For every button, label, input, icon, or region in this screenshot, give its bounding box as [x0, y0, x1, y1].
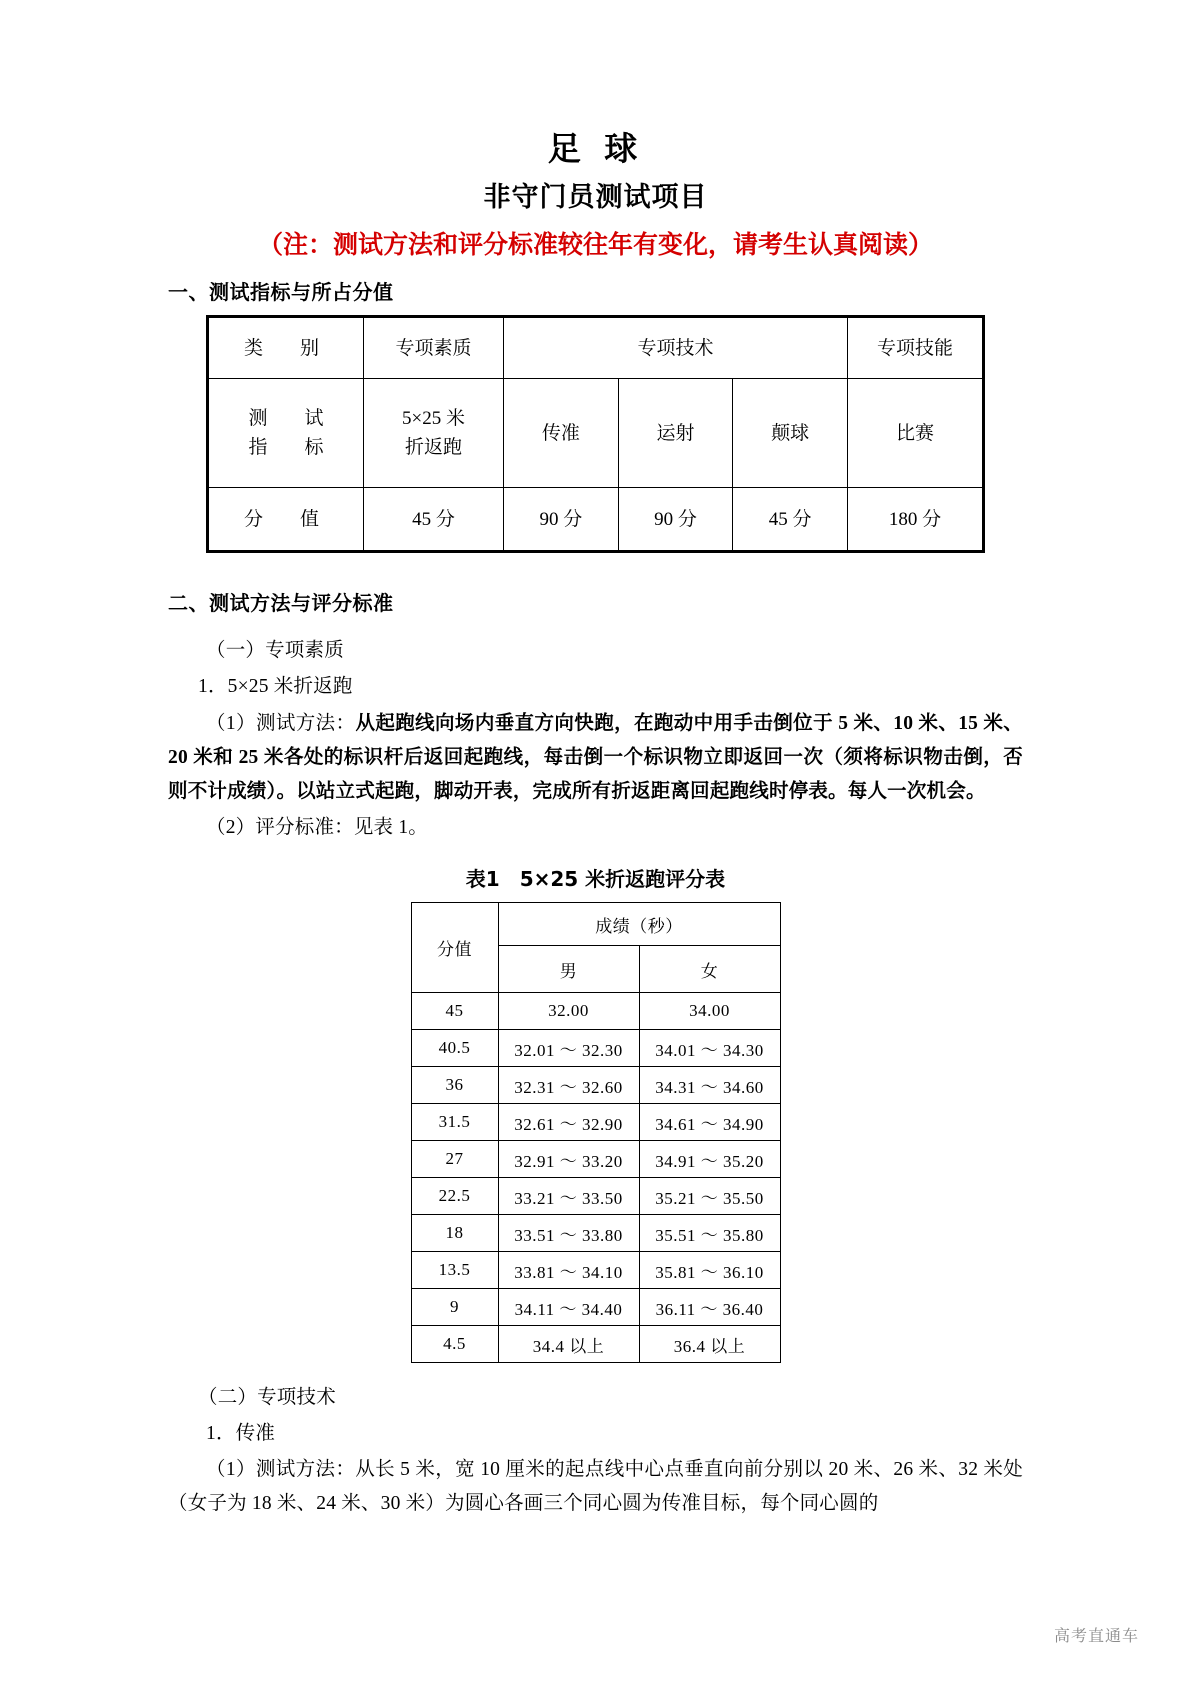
sub-heading-one: （一）专项素质 — [206, 640, 344, 662]
cell-male: 34.4 以上 — [498, 1326, 639, 1363]
page-content — [168, 0, 1023, 1524]
cell-score-label: 分 值 — [208, 488, 364, 552]
cell-female: 35.21 ～ 35.50 — [639, 1178, 780, 1215]
table-row — [411, 1178, 780, 1215]
cell-female: 34.31 ～ 34.60 — [639, 1067, 780, 1104]
table-row — [411, 1030, 780, 1067]
cell-score: 45 — [411, 993, 498, 1030]
table-row — [411, 1215, 780, 1252]
method-two-label: （1）测试方法： — [206, 1459, 356, 1481]
cell-score: 36 — [411, 1067, 498, 1104]
cell-indicator-pass: 传准 — [504, 379, 619, 488]
page-subtitle: 非守门员测试项目 — [483, 182, 708, 214]
cell-male: 32.00 — [498, 993, 639, 1030]
scoring-table-caption: 表1 5×25 米折返跑评分表 — [465, 867, 726, 891]
sub-heading-two: （二）专项技术 — [198, 1387, 336, 1408]
cell-male: 32.61 ～ 32.90 — [498, 1104, 639, 1141]
cell-category-quality: 专项素质 — [364, 317, 504, 379]
page-title: 足 球 — [547, 129, 644, 168]
cell-score: 22.5 — [411, 1178, 498, 1215]
cell-male: 33.51 ～ 33.80 — [498, 1215, 639, 1252]
indicator-label-line2: 指 标 — [248, 437, 333, 459]
watermark-label: 高考直通车 — [1053, 1626, 1139, 1645]
cell-indicator-juggling: 颠球 — [733, 379, 848, 488]
cell-score: 40.5 — [411, 1030, 498, 1067]
cell-score: 4.5 — [411, 1326, 498, 1363]
cell-score-quality: 45 分 — [364, 488, 504, 552]
method-text: 从起跑线向场内垂直方向快跑，在跑动中用手击倒位于 5 米、10 米、15 米、20 米和 25 米各处的标识杆后返回起跑线，每击倒一个标识物立即返回一次（须将标识物击倒，否则不计成绩）。以站立式起跑，脚动开表，完成所有折返距离回起跑线时停表。每人一次机会。 — [168, 712, 1023, 802]
header-score: 分值 — [411, 903, 498, 993]
cell-score: 13.5 — [411, 1252, 498, 1289]
notice-text: （注：测试方法和评分标准较往年有变化，请考生认真阅读） — [257, 230, 933, 259]
section-heading-one: 一、测试指标与所占分值 — [168, 280, 394, 305]
header-female: 女 — [639, 946, 780, 993]
table-row — [411, 1104, 780, 1141]
cell-score-dribble: 90 分 — [618, 488, 733, 552]
section-heading-two: 二、测试方法与评分标准 — [168, 591, 394, 616]
cell-female: 36.11 ～ 36.40 — [639, 1289, 780, 1326]
cell-male: 32.01 ～ 32.30 — [498, 1030, 639, 1067]
indicator-label-line1: 测 试 — [248, 407, 333, 429]
table-row — [208, 379, 984, 488]
table-row — [208, 488, 984, 552]
cell-female: 34.01 ～ 34.30 — [639, 1030, 780, 1067]
method-two-paragraph — [168, 1453, 1023, 1521]
table-row — [411, 993, 780, 1030]
cell-score: 31.5 — [411, 1104, 498, 1141]
header-result-group: 成绩（秒） — [498, 903, 780, 946]
cell-score-juggling: 45 分 — [733, 488, 848, 552]
cell-male: 32.91 ～ 33.20 — [498, 1141, 639, 1178]
cell-female: 34.61 ～ 34.90 — [639, 1104, 780, 1141]
method-label: （1）测试方法： — [206, 712, 356, 734]
indicator-quality-line2: 折返跑 — [404, 437, 462, 459]
cell-male: 34.11 ～ 34.40 — [498, 1289, 639, 1326]
cell-female: 34.00 — [639, 993, 780, 1030]
cell-indicator-label — [208, 379, 364, 488]
table-row — [208, 317, 984, 379]
cell-female: 35.81 ～ 36.10 — [639, 1252, 780, 1289]
table-row — [411, 1067, 780, 1104]
header-male: 男 — [498, 946, 639, 993]
cell-score: 27 — [411, 1141, 498, 1178]
criteria-paragraph: （2）评分标准：见表 1。 — [206, 816, 428, 838]
table-row — [411, 1326, 780, 1363]
table-row — [411, 1252, 780, 1289]
indicator-quality-line1: 5×25 米 — [402, 407, 465, 429]
item-one-label: 1．5×25 米折返跑 — [198, 676, 353, 698]
item-two-label: 1．传准 — [206, 1423, 276, 1445]
cell-score-match: 180 分 — [848, 488, 984, 552]
table-header-row — [411, 903, 780, 946]
cell-female: 35.51 ～ 35.80 — [639, 1215, 780, 1252]
cell-category-technique: 专项技术 — [504, 317, 848, 379]
cell-category-skill: 专项技能 — [848, 317, 984, 379]
table-row — [411, 1141, 780, 1178]
cell-score: 9 — [411, 1289, 498, 1326]
cell-indicator-match: 比赛 — [848, 379, 984, 488]
method-paragraph — [168, 707, 1023, 809]
cell-male: 33.81 ～ 34.10 — [498, 1252, 639, 1289]
cell-score: 18 — [411, 1215, 498, 1252]
cell-indicator-quality — [364, 379, 504, 488]
table-row — [411, 1289, 780, 1326]
scoring-table — [411, 902, 781, 1363]
cell-male: 32.31 ～ 32.60 — [498, 1067, 639, 1104]
cell-indicator-dribble: 运射 — [618, 379, 733, 488]
cell-male: 33.21 ～ 33.50 — [498, 1178, 639, 1215]
method-two-text: 从长 5 米，宽 10 厘米的起点线中心点垂直向前分别以 20 米、26 米、32 米处（女子为 18 米、24 米、30 米）为圆心各画三个同心圆为传准目标，每个同心圆的 — [168, 1459, 1023, 1515]
cell-female: 36.4 以上 — [639, 1326, 780, 1363]
cell-score-pass: 90 分 — [504, 488, 619, 552]
indicators-table — [206, 315, 985, 553]
cell-female: 34.91 ～ 35.20 — [639, 1141, 780, 1178]
cell-category-label: 类 别 — [208, 317, 364, 379]
